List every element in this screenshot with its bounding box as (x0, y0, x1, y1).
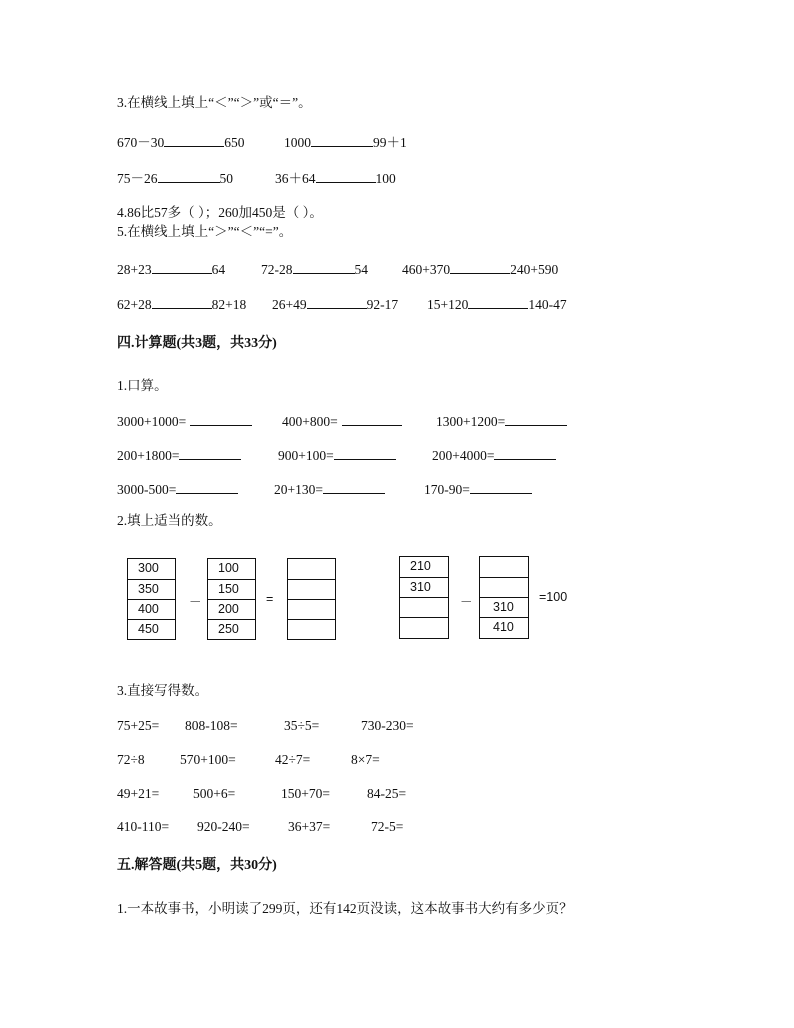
answer-blank[interactable] (176, 481, 238, 494)
answer-cell[interactable] (480, 577, 528, 578)
compare-row (261, 261, 368, 278)
expr-left: 670－30 (117, 135, 165, 150)
answer-blank[interactable] (158, 170, 220, 183)
compare-row (117, 261, 225, 278)
column-cell: 310 (400, 577, 448, 597)
equals-sign: = (266, 592, 274, 606)
column-cell: 350 (128, 579, 175, 599)
answer-cell[interactable] (400, 617, 448, 618)
column-cell: 410 (480, 617, 528, 637)
answer-blank[interactable] (307, 296, 367, 309)
answer-cell[interactable] (288, 619, 335, 620)
compare-row (402, 261, 558, 278)
expression: 808-108= (185, 718, 238, 733)
result-label: =100 (539, 590, 568, 604)
expression: 1300+1200= (436, 414, 506, 429)
expression: 400+800= (282, 414, 338, 429)
oral-calc-item (274, 481, 385, 498)
expr-left: 460+370 (402, 262, 451, 277)
expr-left: 28+23 (117, 262, 152, 277)
calc-1-title: 1.口算。 (117, 378, 168, 393)
expr-right: 92-17 (366, 297, 399, 312)
question-3-title: 3.在横线上填上“＜”“＞”或“＝”。 (117, 95, 312, 110)
expr-right: 99＋1 (373, 135, 407, 150)
answer-blank[interactable] (342, 413, 402, 426)
answer-blank[interactable] (470, 481, 532, 494)
expression: 500+6= (193, 786, 236, 801)
answer-cell[interactable] (400, 597, 448, 598)
expression: 920-240= (197, 819, 250, 834)
column-cell: 100 (218, 561, 239, 575)
expression: 20+130= (274, 482, 323, 497)
expression: 49+21= (117, 786, 160, 801)
expression: 72-5= (371, 819, 404, 834)
answer-blank[interactable] (311, 134, 373, 147)
compare-row (284, 134, 407, 151)
compare-row (272, 296, 398, 313)
expr-left: 1000 (284, 135, 311, 150)
column-cell: 300 (138, 561, 159, 575)
number-column (479, 556, 529, 639)
column-cell: 150 (208, 579, 255, 599)
answer-blank[interactable] (190, 413, 252, 426)
answer-blank[interactable] (293, 261, 355, 274)
answer-blank[interactable] (152, 261, 212, 274)
answer-blank[interactable] (152, 296, 212, 309)
number-column (207, 558, 256, 640)
expr-left: 75－26 (117, 171, 158, 186)
compare-row (117, 296, 246, 313)
compare-row (117, 134, 245, 151)
compare-row (275, 170, 396, 187)
expression: 170-90= (424, 482, 470, 497)
column-cell: 200 (208, 599, 255, 619)
number-column (399, 556, 449, 639)
column-cell: 450 (128, 619, 175, 639)
expr-left: 26+49 (272, 297, 307, 312)
expr-right: 240+590 (510, 262, 559, 277)
expression: 200+1800= (117, 448, 180, 463)
expr-left: 15+120 (427, 297, 469, 312)
calc-3-title: 3.直接写得数。 (117, 683, 209, 698)
expression: 570+100= (180, 752, 236, 767)
expression: 42÷7= (275, 752, 311, 767)
column-cell: 250 (208, 619, 255, 639)
expr-left: 72-28 (261, 262, 293, 277)
oral-calc-item (117, 447, 241, 464)
answer-blank[interactable] (468, 296, 528, 309)
expression: 8×7= (351, 752, 380, 767)
section-heading: 四.计算题(共3题，共33分) (117, 336, 277, 351)
expr-right: 650 (224, 135, 245, 150)
answer-blank[interactable] (450, 261, 510, 274)
word-problem-1: 1.一本故事书，小明读了299页，还有142页没读，这本故事书大约有多少页？ (117, 901, 573, 916)
oral-calc-item (282, 413, 402, 430)
expression: 75+25= (117, 718, 160, 733)
answer-blank[interactable] (494, 447, 556, 460)
column-cell: 210 (410, 559, 431, 573)
answer-cell[interactable] (288, 599, 335, 600)
expr-right: 82+18 (211, 297, 247, 312)
compare-row (117, 170, 233, 187)
answer-column (287, 558, 336, 640)
answer-blank[interactable] (505, 413, 567, 426)
oral-calc-item (432, 447, 556, 464)
minus-sign: － (460, 595, 473, 609)
expression: 730-230= (361, 718, 414, 733)
expr-right: 50 (219, 171, 233, 186)
expr-right: 54 (354, 262, 368, 277)
answer-blank[interactable] (334, 447, 396, 460)
column-cell: 310 (480, 597, 528, 617)
answer-cell[interactable] (288, 579, 335, 580)
expression: 3000+1000= (117, 414, 187, 429)
column-cell: 400 (128, 599, 175, 619)
oral-calc-item (436, 413, 567, 430)
answer-blank[interactable] (316, 170, 376, 183)
expr-right: 64 (211, 262, 226, 277)
question-5-title: 5.在横线上填上“＞”“＜”“=”。 (117, 224, 293, 239)
number-column (127, 558, 176, 640)
expression: 3000-500= (117, 482, 177, 497)
calc-2-title: 2.填上适当的数。 (117, 513, 222, 528)
answer-blank[interactable] (179, 447, 241, 460)
oral-calc-item (424, 481, 532, 498)
expression: 150+70= (281, 786, 330, 801)
oral-calc-item (278, 447, 396, 464)
expression: 200+4000= (432, 448, 495, 463)
expression: 72÷8 (117, 752, 145, 767)
compare-row (427, 296, 567, 313)
expression: 84-25= (367, 786, 407, 801)
answer-blank[interactable] (164, 134, 224, 147)
expression: 36+37= (288, 819, 331, 834)
answer-blank[interactable] (323, 481, 385, 494)
expr-right: 100 (375, 171, 396, 186)
expression: 35÷5= (284, 718, 320, 733)
expr-right: 140-47 (528, 297, 567, 312)
expression: 900+100= (278, 448, 334, 463)
expr-left: 36＋64 (275, 171, 316, 186)
oral-calc-item (117, 481, 238, 498)
minus-sign: － (189, 595, 202, 609)
question-4: 4.86比57多（ ）；260加450是（ ）。 (117, 205, 323, 220)
expression: 410-110= (117, 819, 170, 834)
expr-left: 62+28 (117, 297, 152, 312)
section-heading: 五.解答题(共5题，共30分) (117, 858, 277, 873)
oral-calc-item (117, 413, 252, 430)
